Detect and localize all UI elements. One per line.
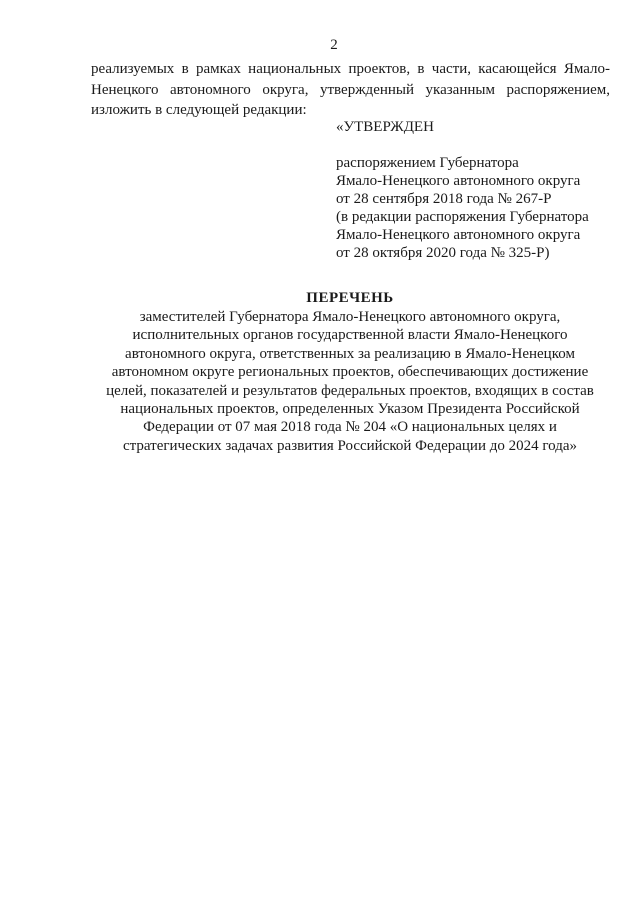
intro-line: реализуемых в рамках национальных проектов, в части, касающейся Ямало- bbox=[91, 61, 610, 77]
list-subtitle-line: автономном округе региональных проектов, обеспечивающих достижение bbox=[111, 364, 589, 381]
approval-line: от 28 октября 2020 года № 325-Р) bbox=[336, 245, 550, 261]
list-subtitle-line: автономного округа, ответственных за реализацию в Ямало-Ненецком bbox=[125, 345, 575, 362]
intro-paragraph bbox=[91, 59, 610, 121]
list-title: ПЕРЕЧЕНЬ bbox=[306, 290, 394, 306]
list-subtitle-line: заместителей Губернатора Ямало-Ненецкого автономного округа, bbox=[139, 309, 561, 325]
approval-line: (в редакции распоряжения Губернатора bbox=[336, 209, 589, 225]
list-subtitle-line: стратегических задачах развития Российской Федерации до 2024 года» bbox=[122, 437, 578, 454]
approval-line: Ямало-Ненецкого автономного округа bbox=[336, 173, 581, 189]
list-subtitle-line: национальных проектов, определенных Указом Президента Российской bbox=[120, 401, 580, 418]
intro-line: Ненецкого автономного округа, утвержденный указанным распоряжением, bbox=[91, 81, 610, 98]
list-subtitle-line: исполнительных органов государственной власти Ямало-Ненецкого bbox=[132, 327, 568, 344]
approval-line: Ямало-Ненецкого автономного округа bbox=[336, 227, 581, 243]
list-heading-block bbox=[100, 288, 600, 455]
list-subtitle-line: целей, показателей и результатов федеральных проектов, входящих в состав bbox=[106, 382, 594, 399]
intro-line: изложить в следующей редакции: bbox=[91, 102, 307, 118]
list-subtitle-line: Федерации от 07 мая 2018 года № 204 «О национальных целях и bbox=[143, 419, 557, 436]
approval-title: «УТВЕРЖДЕН bbox=[336, 119, 434, 135]
page-number: 2 bbox=[330, 37, 338, 53]
approval-stamp bbox=[336, 118, 616, 262]
approval-line: от 28 сентября 2018 года № 267-Р bbox=[336, 191, 552, 207]
approval-line: распоряжением Губернатора bbox=[336, 155, 519, 171]
